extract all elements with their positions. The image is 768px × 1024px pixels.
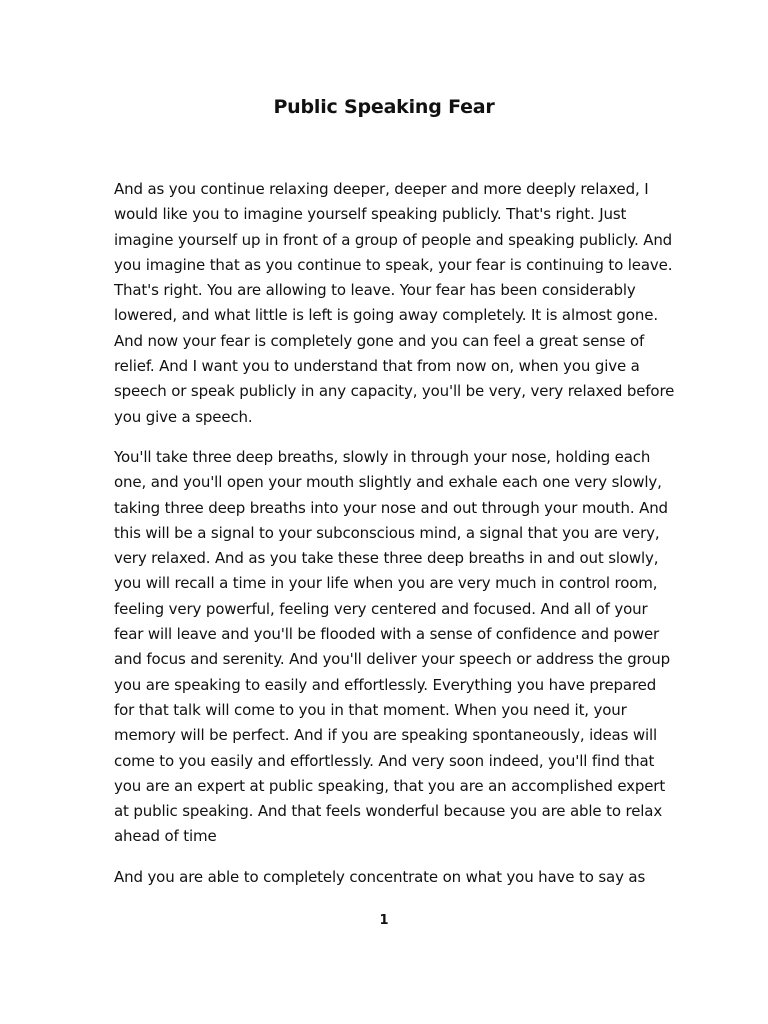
document-body: [114, 177, 675, 905]
paragraph-3: [114, 865, 654, 890]
text-line: you are speaking to easily and effortlessly. Everything you have prepared: [114, 675, 657, 694]
text-line: relief. And I want you to understand that from now on, when you give a: [114, 357, 640, 376]
text-line: memory will be perfect. And if you are speaking spontaneously, ideas will: [114, 726, 658, 745]
text-line: you are an expert at public speaking, that you are an accomplished expert: [114, 776, 666, 795]
text-line: You'll take three deep breaths, slowly in through your nose, holding each: [114, 447, 651, 466]
text-line: and focus and serenity. And you'll deliver your speech or address the group: [114, 650, 671, 669]
text-line: very relaxed. And as you take these three deep breaths in and out slowly,: [114, 549, 659, 568]
text-line: And you are able to completely concentrate on what you have to say as: [114, 867, 646, 886]
text-line: come to you easily and effortlessly. And very soon indeed, you'll find that: [114, 751, 655, 770]
text-line: one, and you'll open your mouth slightly and exhale each one very slowly,: [114, 473, 662, 492]
text-line: speech or speak publicly in any capacity, you'll be very, very relaxed before: [114, 382, 675, 401]
text-line: at public speaking. And that feels wonderful because you are able to relax: [114, 802, 663, 821]
page-number: 1: [379, 913, 389, 928]
text-line: you will recall a time in your life when you are very much in control room,: [114, 574, 658, 593]
text-line: feeling very powerful, feeling very centered and focused. And all of your: [114, 599, 648, 618]
text-line: And now your fear is completely gone and you can feel a great sense of: [114, 331, 645, 350]
text-line: this will be a signal to your subconscious mind, a signal that you are very,: [114, 523, 660, 542]
paragraph-2: [114, 445, 671, 850]
text-line: lowered, and what little is left is going away completely. It is almost gone.: [114, 306, 658, 325]
page-title: Public Speaking Fear: [273, 96, 495, 118]
text-line: ahead of time: [114, 827, 217, 846]
text-line: for that talk will come to you in that moment. When you need it, your: [114, 700, 627, 719]
text-line: imagine yourself up in front of a group of people and speaking publicly. And: [114, 230, 673, 249]
text-line: you give a speech.: [114, 407, 253, 426]
text-line: you imagine that as you continue to speak, your fear is continuing to leave.: [114, 255, 673, 274]
text-line: That's right. You are allowing to leave. Your fear has been considerably: [114, 281, 636, 300]
text-line: taking three deep breaths into your nose and out through your mouth. And: [114, 498, 668, 517]
text-line: And as you continue relaxing deeper, deeper and more deeply relaxed, I: [114, 180, 649, 198]
text-line: fear will leave and you'll be flooded with a sense of confidence and power: [114, 625, 660, 644]
text-line: would like you to imagine yourself speaking publicly. That's right. Just: [114, 205, 627, 224]
paragraph-1: [114, 177, 675, 430]
